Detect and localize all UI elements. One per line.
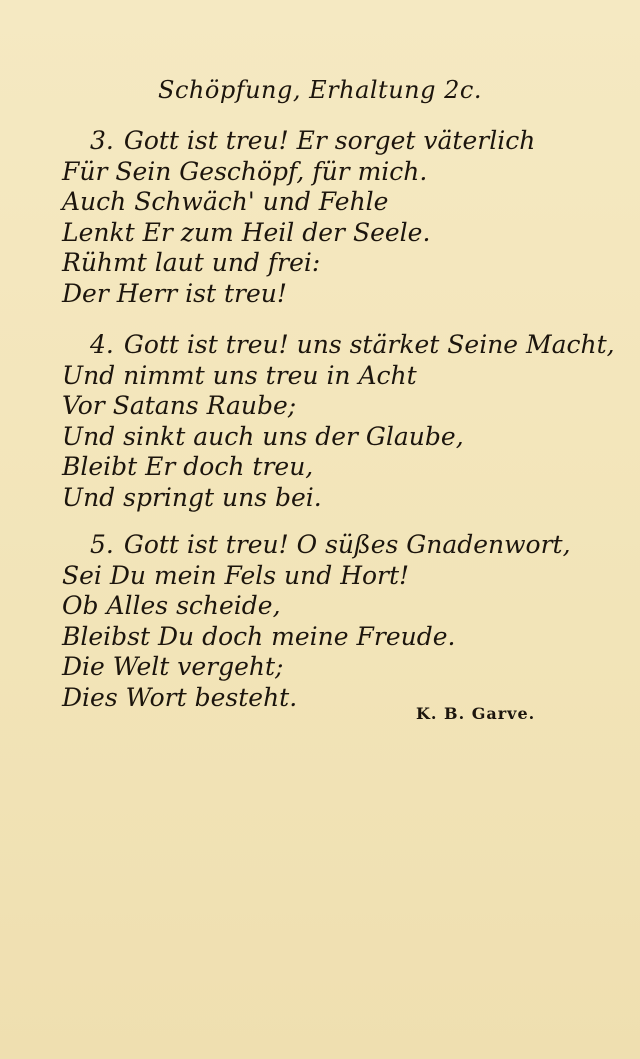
- stanza-3: [62, 126, 582, 309]
- stanza-line: Bleibt Er doch treu,: [62, 452, 314, 481]
- stanza-line: Lenkt Er zum Heil der Seele.: [62, 217, 431, 247]
- stanza-line: 5. Gott ist treu! O süßes Gnadenwort,: [90, 530, 571, 559]
- stanza-line: 3. Gott ist treu! Er sorget väterlich: [90, 126, 536, 155]
- stanza-line: Ob Alles scheide,: [62, 591, 281, 620]
- stanza-number: 3.: [90, 126, 114, 155]
- stanza-line: Vor Satans Raube;: [62, 391, 297, 420]
- stanza-line: Bleibst Du doch meine Freude.: [62, 621, 456, 651]
- stanza-line: 4. Gott ist treu! uns stärket Seine Macht,: [90, 330, 615, 359]
- stanza-line: Der Herr ist treu!: [62, 278, 287, 308]
- stanza-number: 5.: [90, 530, 114, 559]
- stanza-line: Sei Du mein Fels und Hort!: [62, 560, 410, 590]
- stanza-line: Und springt uns bei.: [62, 482, 322, 512]
- stanza-line: Die Welt vergeht;: [62, 652, 284, 681]
- stanza-line: Auch Schwäch' und Fehle: [62, 187, 389, 216]
- stanza-5: [62, 530, 582, 713]
- stanza-line: Und nimmt uns treu in Acht: [62, 360, 417, 390]
- stanza-line: Rühmt laut und frei:: [62, 248, 321, 277]
- stanza-line: Und sinkt auch uns der Glaube,: [62, 421, 464, 451]
- page-header: Schöpfung, Erhaltung 2c.: [158, 76, 482, 104]
- stanza-number: 4.: [90, 330, 114, 359]
- stanza-4: [62, 330, 615, 513]
- author-attribution: K. B. Garve.: [416, 704, 536, 723]
- stanza-line: Dies Wort besteht.: [62, 682, 298, 712]
- stanza-line: Für Sein Geschöpf, für mich.: [62, 156, 428, 186]
